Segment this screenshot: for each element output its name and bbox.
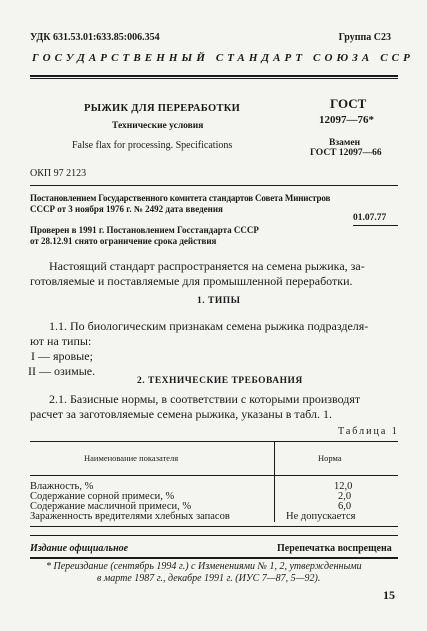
- standard-banner: ГОСУДАРСТВЕННЫЙ СТАНДАРТ СОЮЗА ССР: [32, 52, 414, 64]
- section-2-paragraph-line-1: 2.1. Базисные нормы, в соответствии с которыми производят: [49, 392, 361, 406]
- header-rule-top: [30, 75, 398, 77]
- decree-line-3: Проверен в 1991 г. Постановлением Госстандарта СССР: [30, 225, 259, 235]
- document-title: РЫЖИК ДЛЯ ПЕРЕРАБОТКИ: [84, 103, 241, 114]
- decree-line-4: от 28.12.91 снято ограничение срока действия: [30, 236, 217, 246]
- table-row-oilseed-label: Содержание масличной примеси, %: [30, 501, 192, 512]
- okp-code: ОКП 97 2123: [30, 168, 87, 179]
- table-header-norm: Норма: [318, 453, 342, 463]
- table-top-rule: [30, 441, 398, 442]
- table-row-pests-value: Не допускается: [286, 511, 356, 522]
- section-1-paragraph-line-2: ют на типы:: [30, 334, 92, 348]
- decree-line-1: Постановлением Государственного комитета стандартов Совета Министров: [30, 193, 331, 203]
- table-bottom-rule: [30, 526, 398, 527]
- section-2-paragraph-line-2: расчет за заготовляемые семена рыжика, указаны в табл. 1.: [30, 407, 332, 421]
- section-1-paragraph-line-1: 1.1. По биологическим признакам семена рыжика подразделя-: [49, 319, 369, 333]
- section-2-heading: 2. ТЕХНИЧЕСКИЕ ТРЕБОВАНИЯ: [137, 376, 303, 386]
- table-column-divider: [274, 441, 275, 522]
- table-caption: Таблица 1: [338, 426, 399, 437]
- table-row-weed-label: Содержание сорной примеси, %: [30, 491, 175, 502]
- intro-line-2: готовляемые и поставляемые для промышленной переработки.: [30, 274, 353, 288]
- table-row-weed-value: 2,0: [338, 491, 352, 502]
- english-title: False flax for processing. Specifications: [72, 140, 233, 151]
- page-number: 15: [383, 588, 395, 602]
- table-header-rule: [30, 475, 398, 476]
- decree-rule: [30, 185, 398, 186]
- gost-number: 12097—76*: [319, 114, 374, 126]
- intro-line-1: Настоящий стандарт распространяется на семена рыжика, за-: [49, 259, 365, 273]
- date-underline: [353, 225, 398, 226]
- type-item-spring: I — яровые;: [31, 349, 93, 363]
- section-1-heading: 1. ТИПЫ: [197, 296, 241, 306]
- decree-line-2: СССР от 3 ноября 1976 г. № 2492 дата введения: [30, 204, 223, 214]
- table-header-indicator: Наименование показателя: [84, 453, 179, 463]
- udk-code: УДК 631.53.01:633.85:006.354: [30, 32, 160, 43]
- official-edition: Издание официальное: [30, 543, 129, 554]
- gost-label: ГОСТ: [330, 96, 367, 111]
- reissue-note-line-2: в марте 1987 г., декабре 1991 г. (ИУС 7—87, 5—92).: [97, 573, 321, 584]
- introduction-date: 01.07.77: [353, 213, 387, 223]
- footer-rule: [30, 535, 398, 536]
- type-item-winter: II — озимые.: [28, 364, 96, 378]
- document-subtitle: Технические условия: [112, 121, 204, 131]
- header-rule-bottom: [30, 78, 398, 79]
- footer-double-rule: [30, 557, 398, 559]
- table-row-moisture-label: Влажность, %: [30, 481, 94, 492]
- table-row-moisture-value: 12,0: [334, 481, 353, 492]
- group-code: Группа С23: [338, 32, 391, 43]
- replaces-label: Взамен: [329, 138, 361, 148]
- table-row-oilseed-value: 6,0: [338, 501, 352, 512]
- reprint-prohibited: Перепечатка воспрещена: [277, 543, 392, 554]
- replaced-standard: ГОСТ 12097—66: [310, 148, 382, 158]
- table-row-pests-label: Зараженность вредителями хлебных запасов: [30, 511, 230, 522]
- reissue-note-line-1: * Переиздание (сентябрь 1994 г.) с Изменениями № 1, 2, утвержденными: [46, 561, 362, 572]
